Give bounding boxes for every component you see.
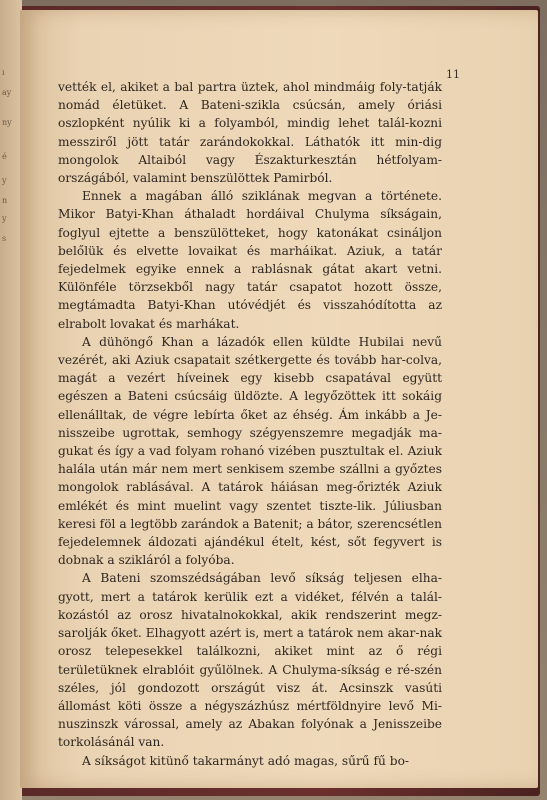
paragraph: Ennek a magában álló sziklának megvan a története. Mikor Batyi-Khan áthaladt hordáival Chulyma síkságain, foglyul ejtette a benszülötteket, hogy katonákat csináljon belőlük és elvette lovaikat és marháikat. Aziuk, a tatár fejedelmek egyike ennek a rablásnak gátat akart vetni. Különféle törzsekből nagy tatár csapatot hozott össze, megtámadta Batyi-Khan utóvédjét és visszahódította az elrabolt lovakat és marhákat. [58,189,442,331]
paragraph: vették el, akiket a bal partra üztek, ahol mindmáig foly-tatják nomád életüket. A Bateni-szikla csúcsán, amely óriási oszlopként nyúlik ki a folyamból, mindig lehet talál-kozni messziről jött tatár zarándokokkal. Láthatók itt min-dig mongolok Altaiból vagy Északturkesztán hétfolyam-országából, valamint benszülöttek Pamirból. [58,80,442,186]
body-text [58,78,442,770]
paragraph: A síkságot kitünő takarmányt adó magas, sűrű fű bo- [82,753,410,768]
paragraph: A dühöngő Khan a lázadók ellen küldte Hubilai nevű vezérét, aki Aziuk csapatait szétkergette és tovább har-colva, magát a vezért híveinek egy kisebb csapatával együtt egészen a Bateni csúcsáig üldözte. A legyőzöttek itt sokáig ellenálltak, de végre lebírta őket az éhség. Ám inkább a Je-nisszeibe ugrottak, semhogy szégyenszemre megadják ma-gukat és így a vad folyam rohanó vizében pusztultak el. Aziuk halála után már nem mert senkisem szembe szállni a győztes mongolok rablásával. A tatárok háiásan meg-őrizték Aziuk emlékét és mint muelint vagy szentet tiszte-lik. Júliusban keresi föl a legtöbb zarándok a Batenit; a bátor, szerencsétlen fejedelemnek áldozati ajándékul ételt, kést, sőt fegyvert is dobnak a szikláról a folyóba. [58,334,442,568]
paragraph: A Bateni szomszédságában levő síkság teljesen elha-gyott, mert a tatárok kerülik ezt a vidéket, félvén a talál-kozástól az orosz hivatalnokokkal, akik rendszerint megz-sarolják őket. Elhagyott azért is, mert a tatárok nem akar-nak orosz telepesekkel találkozni, akiket mint az ő régi területüknek elrablóit gyűlölnek. A Chulyma-síkság e ré-szén széles, jól gondozott országút visz át. Acsinszk vasúti állomást köti össze a négyszázhúsz mértföldnyire levő Mi-nuszinszk várossal, amely az Abakan folyónak a Jenisszeibe torkolásánál van. [58,571,442,750]
margin-fragment: y [2,214,7,223]
margin-fragment: ı [2,68,5,77]
margin-fragment: ny [2,118,12,127]
previous-page-edge [0,0,22,800]
margin-fragment: ay [2,88,12,97]
margin-fragment: n [2,196,8,205]
page-number: 11 [446,68,460,81]
margin-fragment: s [2,234,7,243]
margin-fragment: é [2,152,7,161]
margin-fragment: y [2,176,7,185]
